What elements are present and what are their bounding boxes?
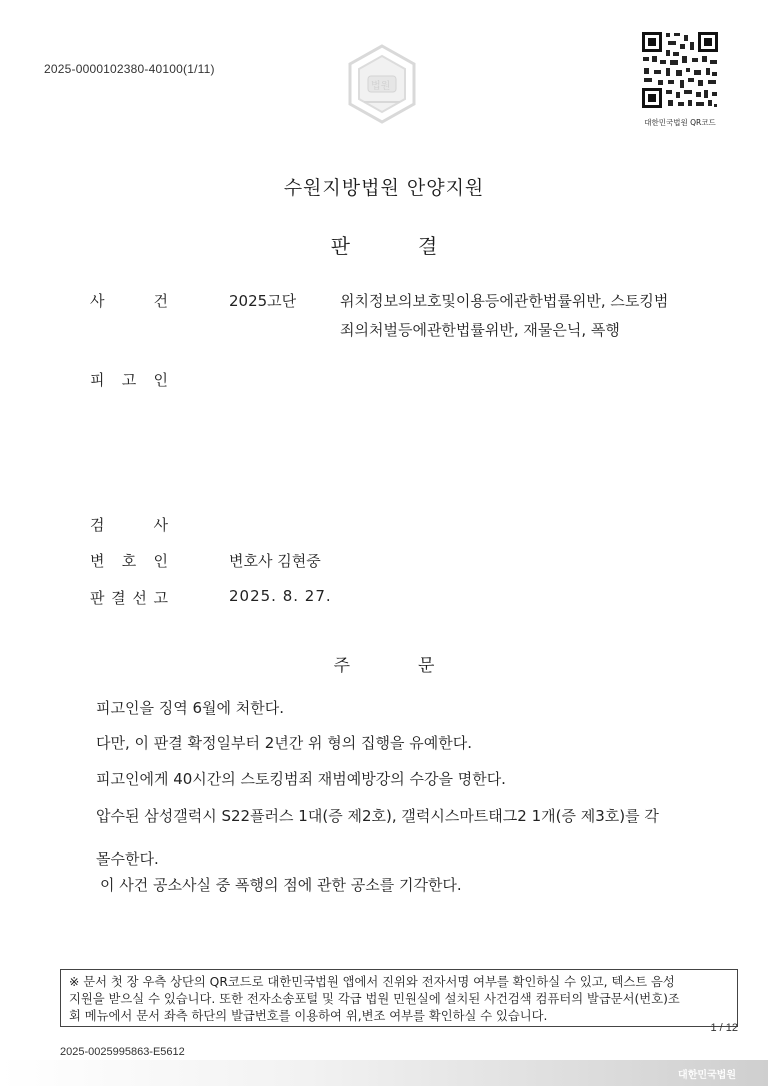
document-id: 2025-0000102380-40100(1/11) [44,62,215,76]
document-title [0,230,768,259]
court-watermark-label: 대한민국법원 [678,1070,736,1081]
counsel-name: 변호사 김현중 [229,552,321,570]
issue-number: 2025-0025995863-E5612 [60,1046,185,1058]
court-seal-watermark [344,42,420,128]
sentence-date: 2025. 8. 27. [229,587,332,605]
notice-line: 지원을 받으실 수 있습니다. 또한 전자소송포털 및 각급 법원 민원실에 설치된 사건검색 컴퓨터의 발급문서(번호)조 [69,992,680,1006]
court-name: 수원지방법원 안양지원 [283,177,485,199]
defendant-label: 피 고 인 [90,371,168,389]
order-line: 다만, 이 판결 확정일부터 2년간 위 형의 집행을 유예한다. [96,734,473,752]
order-line: 이 사건 공소사실 중 폭행의 점에 관한 공소를 기각한다. [100,876,462,894]
order-line: 압수된 삼성갤럭시 S22플러스 1대(증 제2호), 갤럭시스마트태그2 1개(증 제3호)를 각 [96,807,659,825]
prosecutor-label: 검 사 [90,516,168,534]
case-description-line1: 위치정보의보호및이용등에관한법률위반, 스토킹범 [340,292,669,310]
seal-text: 법원 [371,81,391,92]
order-heading: 주 문 [333,656,435,676]
order-line: 피고인에게 40시간의 스토킹범죄 재범예방강의 수강을 명한다. [96,770,506,788]
counsel-label: 변 호 인 [90,552,168,570]
case-label: 사 건 [90,292,168,310]
title-char: 판 [330,234,350,258]
verification-notice [60,969,738,1027]
order-line: 몰수한다. [96,850,159,868]
qr-code-label: 대한민국법원 QR코드 [644,118,716,127]
notice-line: 회 메뉴에서 문서 좌측 하단의 발급번호를 이용하여 위,변조 여부를 확인하실 수 있습니다. [69,1009,548,1023]
order-line: 피고인을 징역 6월에 처한다. [96,699,285,717]
bottom-bar [0,1060,768,1086]
title-char: 결 [418,234,438,258]
case-description-line2: 죄의처벌등에관한법률위반, 재물은닉, 폭행 [340,321,620,339]
case-number: 2025고단 [229,292,297,310]
notice-line: ※ 문서 첫 장 우측 상단의 QR코드로 대한민국법원 앱에서 진위와 전자서명 여부를 확인하실 수 있고, 텍스트 음성 [69,975,675,989]
qr-code [640,30,720,110]
sentence-date-label: 판 결 선 고 [90,589,168,607]
page-number: 1 / 12 [710,1022,738,1034]
